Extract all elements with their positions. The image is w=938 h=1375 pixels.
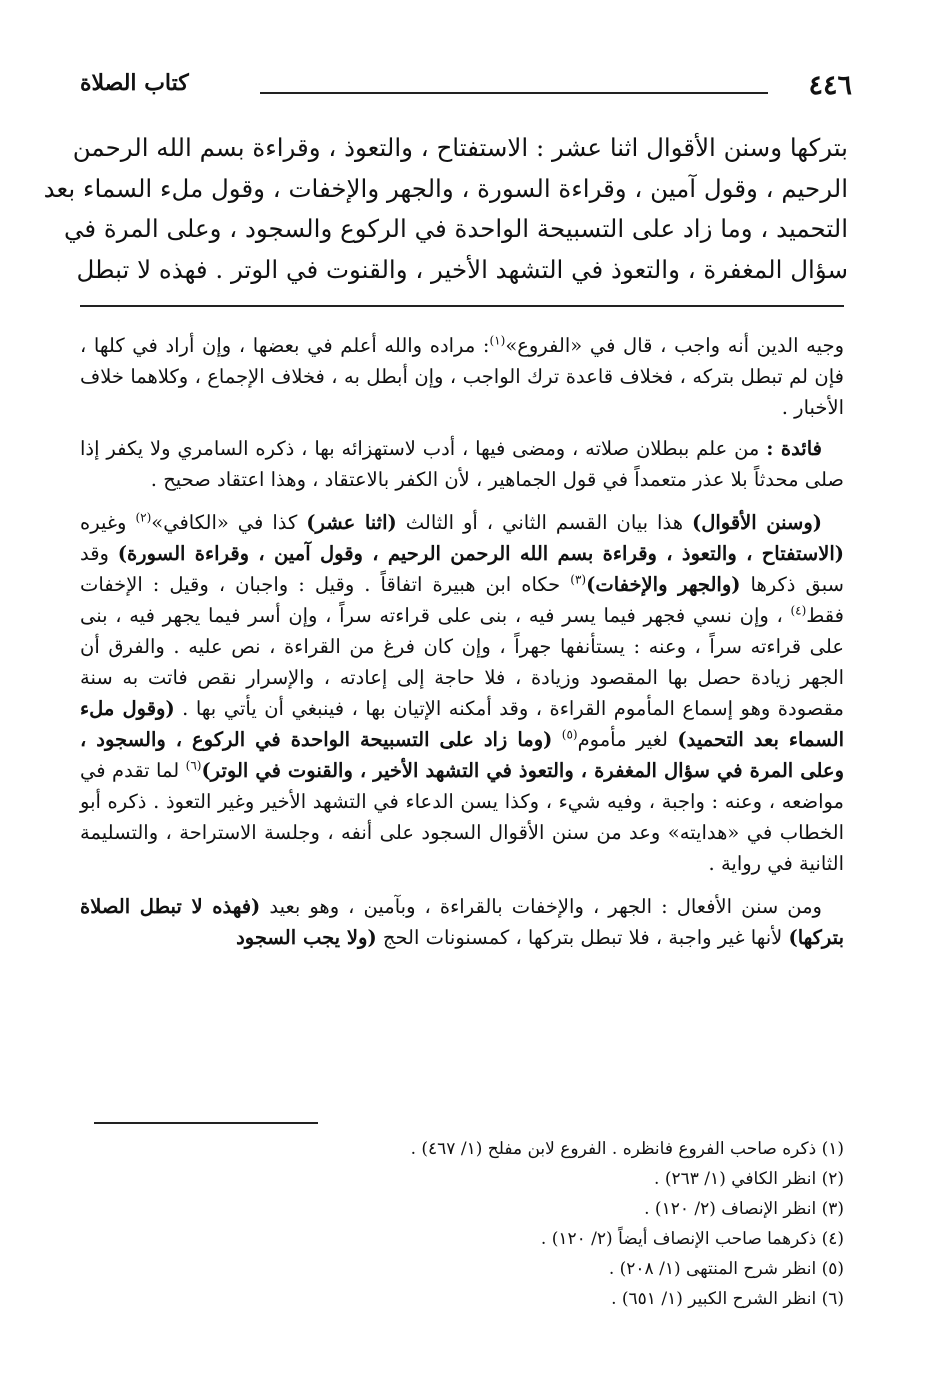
- footnote-item: (٦) انظر الشرح الكبير (١/ ٦٥١) .: [611, 1289, 844, 1309]
- footnote-ref: (٣): [570, 572, 587, 587]
- footnote-item: (٥) انظر شرح المنتهى (١/ ٢٠٨) .: [608, 1259, 844, 1279]
- footnote-ref: (٦): [185, 758, 202, 773]
- footnote-item: (٢) انظر الكافي (١/ ٢٦٣) .: [654, 1169, 844, 1189]
- sharh-paragraph: ومن سنن الأفعال : الجهر ، والإخفات بالقراءة ، وبآمين ، وهو بعيد (فهذه لا تبطل الصلاة بتركها) لأنها غير واجبة ، فلا تبطل بتركها ، كمسنونات الحج (ولا يجب السجود: [80, 895, 844, 949]
- footnote-ref: (١): [489, 333, 506, 348]
- matn-separator: [80, 305, 844, 307]
- note-label: فائدة :: [766, 437, 822, 460]
- matn-line: بتركها وسنن الأقوال اثنا عشر : الاستفتاح ، والتعوذ ، وقراءة بسم الله الرحمن: [72, 133, 848, 162]
- footnote-item: (٣) انظر الإنصاف (٢/ ١٢٠) .: [644, 1199, 844, 1219]
- running-title: كتاب الصلاة: [80, 70, 189, 96]
- matn-line: سؤال المغفرة ، والتعوذ في التشهد الأخير ، والقنوت في الوتر . فهذه لا تبطل: [76, 254, 848, 284]
- footnotes: [94, 1134, 844, 1314]
- header-rule: [260, 92, 768, 94]
- sharh-paragraph: (وسنن الأقوال) هذا بيان القسم الثاني ، أو الثالث (اثنا عشر) كذا في «الكافي»$^{(٢)}$ وغيره (الاستفتاح ، والتعوذ ، وقراءة بسم الله الرحمن الرحيم ، وقول آمين ، وقراءة السورة) وقد سبق ذكرها (والجهر والإخفات)$^{(٣)}$ حكاه ابن هبيرة اتفاقاً . وقيل : واجبان ، وقيل : الإخفات فقط$^{(٤)}$ ، وإن نسي فجهر فيما يسر فيه ، بنى على قراءته سراً ، وإن أسر فيما يجهر فيه ، بنى على قراءته سراً ، وعنه : يستأنفها جهراً ، وإن كان فرغ من القراءة ، نص عليه . والفرق أن الجهر زيادة حصل بها المقصود وزيادة ، فلا حاجة إلى إعادته ، والإسرار نقص فاتت به سنة مقصودة وهو إسماع المأموم القراءة ، وقد أمكنه الإتيان بها ، فينبغي أن يأتي بها . (وقول ملء السماء بعد التحميد) لغير مأموم$^{(٥)}$ (وما زاد على التسبيحة الواحدة في الركوع ، والسجود ، وعلى المرة في سؤال المغفرة ، والتعوذ في التشهد الأخير ، والقنوت في الوتر)$^{(٦)}$ لما تقدم في مواضعه ، وعنه : واجبة ، وفيه شيء ، وكذا يسن الدعاء في التشهد الأخير وغير التعوذ . ذكره أبو الخطاب في «هدايته» وعد من سنن الأقوال السجود على أنفه ، وجلسة الاستراحة ، والتسليمة الثانية في رواية .: [80, 510, 844, 875]
- page-header: [80, 70, 852, 104]
- matn-line: الرحيم ، وقول آمين ، وقراءة السورة ، والجهر والإخفات ، وقول ملء السماء بعد: [43, 173, 848, 203]
- sharh-paragraph: فائدة : من علم ببطلان صلاته ، ومضى فيها ، أدب لاستهزائه بها ، ذكره السامري ولا يكفر إذا صلى محدثاً بلا عذر متعمداً في قول الجماهير ، لأن الكفر بالاعتقاد ، وهذا اعتقاد صحيح .: [80, 437, 844, 491]
- matn-line: التحميد ، وما زاد على التسبيحة الواحدة في الركوع والسجود ، وعلى المرة في: [63, 214, 848, 243]
- matn-text: [43, 128, 848, 290]
- footnote-separator: [94, 1122, 318, 1124]
- sharh-text: [80, 330, 844, 965]
- footnote-ref: (٤): [790, 603, 807, 618]
- footnote-item: (١) ذكره صاحب الفروع فانظره . الفروع لابن مفلح (١/ ٤٦٧) .: [410, 1139, 844, 1159]
- page-number: ٤٤٦: [808, 70, 852, 101]
- footnote-item: (٤) ذكرهما صاحب الإنصاف أيضاً (٢/ ١٢٠) .: [540, 1229, 844, 1249]
- footnote-ref: (٢): [135, 510, 152, 525]
- footnote-ref: (٥): [561, 727, 578, 742]
- sharh-paragraph: وجيه الدين أنه واجب ، قال في «الفروع»$^{(١)}$: مراده والله أعلم في بعضها ، وإن أراد في كلها ، فإن لم تبطل بتركه ، فخلاف قاعدة ترك الواجب ، وإن أبطل به ، فخلاف الإجماع ، وكلاهما خلاف الأخبار .: [80, 333, 844, 419]
